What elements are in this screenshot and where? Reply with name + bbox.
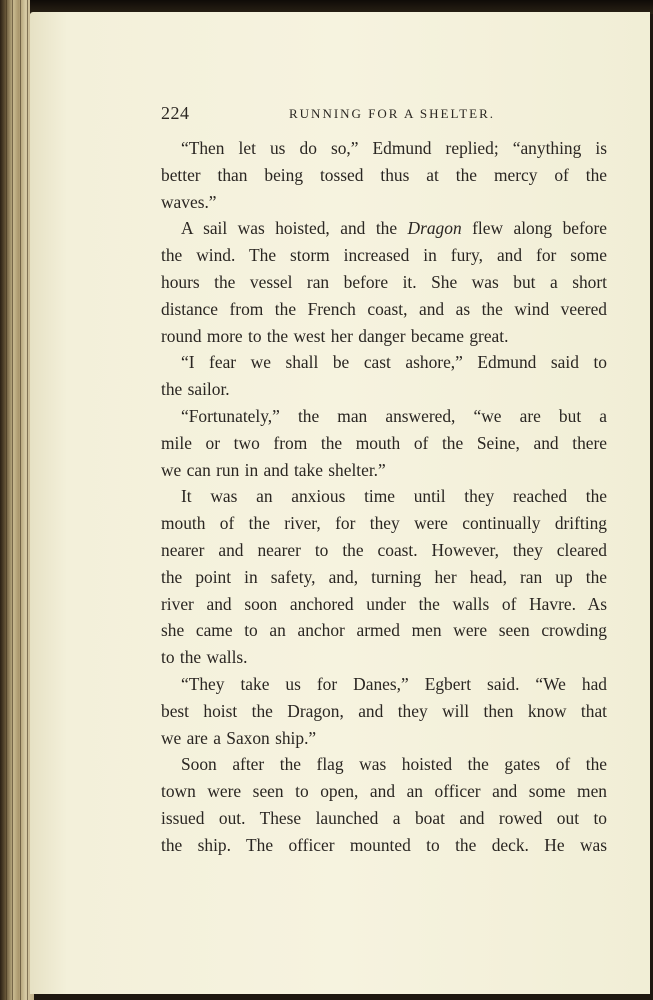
- binding-line: [20, 0, 21, 1000]
- text-segment: A sail was hoisted, and the: [181, 218, 408, 239]
- text-line: the ship. The officer mounted to the deck. He was: [161, 834, 607, 855]
- text-line: we are a Saxon ship.”: [161, 727, 317, 748]
- text-line: nearer and nearer to the coast. However, they cleared: [161, 539, 607, 560]
- text-line: the sailor.: [161, 379, 230, 400]
- text-line: to the walls.: [161, 647, 248, 668]
- text-segment: flew along before: [461, 218, 607, 239]
- text-line: It was an anxious time until they reached the: [181, 486, 607, 507]
- text-line: the point in safety, and, turning her head, ran up the: [161, 566, 607, 587]
- text-line: best hoist the Dragon, and they will then know that: [161, 700, 607, 721]
- text-line: waves.”: [161, 191, 217, 212]
- running-title: RUNNING FOR A SHELTER.: [289, 106, 496, 121]
- text-line: “I fear we shall be cast ashore,” Edmund said to: [181, 352, 607, 373]
- body-text: [161, 135, 607, 859]
- text-line: mouth of the river, for they were continually drifting: [161, 513, 607, 534]
- text-line: distance from the French coast, and as the wind veered: [161, 298, 607, 319]
- text-line: she came to an anchor armed men were seen crowding: [161, 620, 607, 641]
- text-line: hours the vessel ran before it. She was but a short: [161, 271, 607, 292]
- binding-line: [27, 0, 28, 1000]
- text-line: “Fortunately,” the man answered, “we are but a: [181, 405, 607, 426]
- text-line: issued out. These launched a boat and rowed out to: [161, 807, 607, 828]
- text-line: Soon after the flag was hoisted the gates of the: [181, 754, 607, 775]
- text-line: river and soon anchored under the walls of Havre. As: [161, 593, 607, 614]
- text-line: [161, 215, 607, 242]
- text-line: mile or two from the mouth of the Seine, and there: [161, 432, 607, 453]
- text-line: we can run in and take shelter.”: [161, 459, 386, 480]
- text-line: “They take us for Danes,” Egbert said. “We had: [181, 673, 607, 694]
- page-header: [161, 103, 607, 125]
- book-binding-edge: [0, 0, 34, 1000]
- text-line: town were seen to open, and an officer and some men: [161, 781, 607, 802]
- ship-name-italic: Dragon: [407, 218, 462, 239]
- binding-line: [6, 0, 7, 1000]
- text-line: better than being tossed thus at the mercy of the: [161, 164, 607, 185]
- page-number: 224: [161, 103, 190, 123]
- text-line: round more to the west her danger became great.: [161, 325, 509, 346]
- text-line: the wind. The storm increased in fury, and for some: [161, 245, 607, 266]
- text-line: “Then let us do so,” Edmund replied; “anything is: [181, 138, 607, 158]
- binding-line: [12, 0, 13, 1000]
